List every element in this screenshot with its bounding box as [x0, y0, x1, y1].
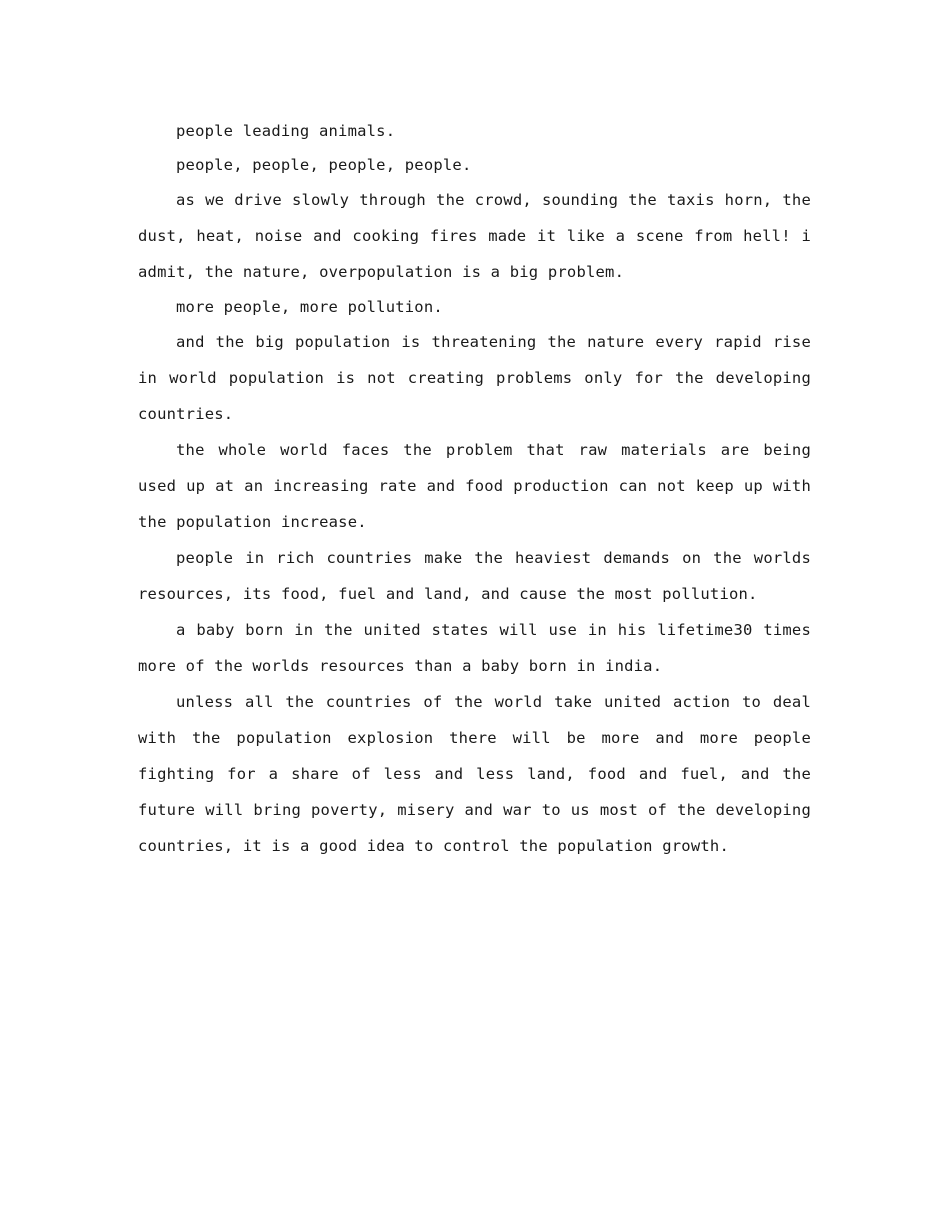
- paragraph-5: and the big population is threatening the nature every rapid rise in world population is not creating problems only for the developing countries.: [138, 333, 811, 423]
- document-body: [138, 114, 811, 864]
- paragraph-1: people leading animals.: [176, 122, 396, 140]
- paragraph-2: people, people, people, people.: [176, 156, 472, 174]
- paragraph-9: unless all the countries of the world take united action to deal with the population explosion there will be more and more people fighting for a share of less and less land, food and fuel, and the future will bring poverty, misery and war to us most of the developing countries, it is a good idea to control the population growth.: [138, 693, 811, 855]
- paragraph-6: the whole world faces the problem that raw materials are being used up at an increasing rate and food production can not keep up with the population increase.: [138, 441, 811, 531]
- paragraph-7: people in rich countries make the heaviest demands on the worlds resources, its food, fuel and land, and cause the most pollution.: [138, 549, 811, 603]
- paragraph-4: more people, more pollution.: [176, 298, 443, 316]
- paragraph-8: a baby born in the united states will use in his lifetime30 times more of the worlds resources than a baby born in india.: [138, 621, 811, 675]
- paragraph-3: as we drive slowly through the crowd, sounding the taxis horn, the dust, heat, noise and cooking fires made it like a scene from hell! i admit, the nature, overpopulation is a big problem.: [138, 191, 811, 281]
